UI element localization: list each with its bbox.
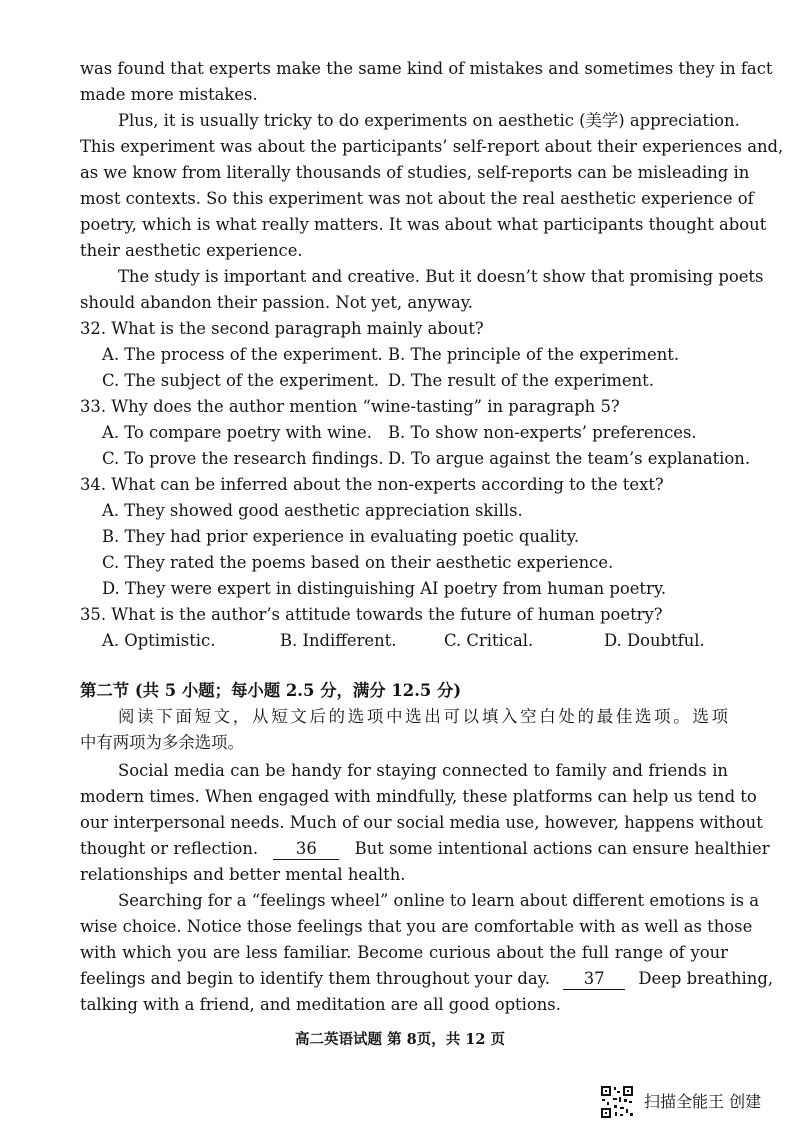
option-c: C. They rated the poems based on their aesthetic experience. bbox=[102, 553, 614, 572]
section-heading: 第二节 (共 5 小题；每小题 2.5 分，满分 12.5 分) bbox=[80, 681, 462, 700]
option-b: B. To show non-experts’ preferences. bbox=[388, 423, 697, 442]
blank-37[interactable]: 37 bbox=[563, 969, 625, 990]
cloze-line: talking with a friend, and meditation are all good options. bbox=[80, 995, 561, 1014]
option-a: A. Optimistic. bbox=[102, 631, 216, 650]
passage-line: should abandon their passion. Not yet, anyway. bbox=[80, 293, 474, 312]
question-stem: 33. Why does the author mention “wine-tasting” in paragraph 5? bbox=[80, 397, 620, 416]
question-stem: 34. What can be inferred about the non-experts according to the text? bbox=[80, 475, 664, 494]
question-stem: 35. What is the author’s attitude towards the future of human poetry? bbox=[80, 605, 663, 624]
option-c: C. The subject of the experiment. bbox=[102, 371, 379, 390]
cloze-line: Searching for a “feelings wheel” online to learn about different emotions is a bbox=[118, 891, 759, 910]
passage-line: was found that experts make the same kind of mistakes and sometimes they in fact bbox=[80, 59, 773, 78]
passage-line: their aesthetic experience. bbox=[80, 241, 303, 260]
passage-line: poetry, which is what really matters. It was about what participants thought about bbox=[80, 215, 767, 234]
passage-line: This experiment was about the participants’ self-report about their experiences and, bbox=[80, 137, 784, 156]
page-footer: 高二英语试题 第 8页，共 12 页 bbox=[295, 1031, 505, 1048]
cloze-line bbox=[80, 836, 770, 862]
option-c: C. Critical. bbox=[444, 631, 534, 650]
cloze-text: But some intentional actions can ensure healthier bbox=[354, 839, 770, 858]
cloze-line: modern times. When engaged with mindfully, these platforms can help us tend to bbox=[80, 787, 757, 806]
cloze-line: relationships and better mental health. bbox=[80, 865, 406, 884]
passage-line: The study is important and creative. But it doesn’t show that promising poets bbox=[118, 267, 764, 286]
cloze-line: our interpersonal needs. Much of our social media use, however, happens without bbox=[80, 813, 763, 832]
cloze-line bbox=[80, 966, 774, 992]
cloze-text: Deep breathing, bbox=[638, 969, 774, 988]
option-b: B. The principle of the experiment. bbox=[388, 345, 680, 364]
cloze-line: with which you are less familiar. Become curious about the full range of your bbox=[80, 943, 728, 962]
cloze-text: thought or reflection. bbox=[80, 839, 259, 858]
blank-36[interactable]: 36 bbox=[273, 839, 339, 860]
option-d: D. Doubtful. bbox=[604, 631, 705, 650]
passage-line: most contexts. So this experiment was not about the real aesthetic experience of bbox=[80, 189, 754, 208]
option-d: D. They were expert in distinguishing AI poetry from human poetry. bbox=[102, 579, 667, 598]
qr-code-icon bbox=[600, 1085, 634, 1119]
section-instruction: 中有两项为多余选项。 bbox=[80, 733, 244, 752]
option-b: B. Indifferent. bbox=[280, 631, 397, 650]
section-instruction: 阅读下面短文，从短文后的选项中选出可以填入空白处的最佳选项。选项 bbox=[118, 707, 728, 726]
passage-line: made more mistakes. bbox=[80, 85, 258, 104]
passage-line: Plus, it is usually tricky to do experiments on aesthetic (美学) appreciation. bbox=[118, 111, 740, 130]
scanner-watermark: 扫描全能王 创建 bbox=[644, 1092, 762, 1111]
option-b: B. They had prior experience in evaluating poetic quality. bbox=[102, 527, 580, 546]
cloze-line: Social media can be handy for staying connected to family and friends in bbox=[118, 761, 728, 780]
cloze-line: wise choice. Notice those feelings that you are comfortable with as well as those bbox=[80, 917, 753, 936]
passage-line: as we know from literally thousands of studies, self-reports can be misleading in bbox=[80, 163, 750, 182]
option-d: D. To argue against the team’s explanation. bbox=[388, 449, 751, 468]
option-a: A. The process of the experiment. bbox=[102, 345, 383, 364]
question-stem: 32. What is the second paragraph mainly about? bbox=[80, 319, 484, 338]
option-a: A. They showed good aesthetic appreciation skills. bbox=[102, 501, 523, 520]
option-a: A. To compare poetry with wine. bbox=[102, 423, 372, 442]
option-d: D. The result of the experiment. bbox=[388, 371, 654, 390]
cloze-text: feelings and begin to identify them throughout your day. bbox=[80, 969, 550, 988]
option-c: C. To prove the research findings. bbox=[102, 449, 384, 468]
